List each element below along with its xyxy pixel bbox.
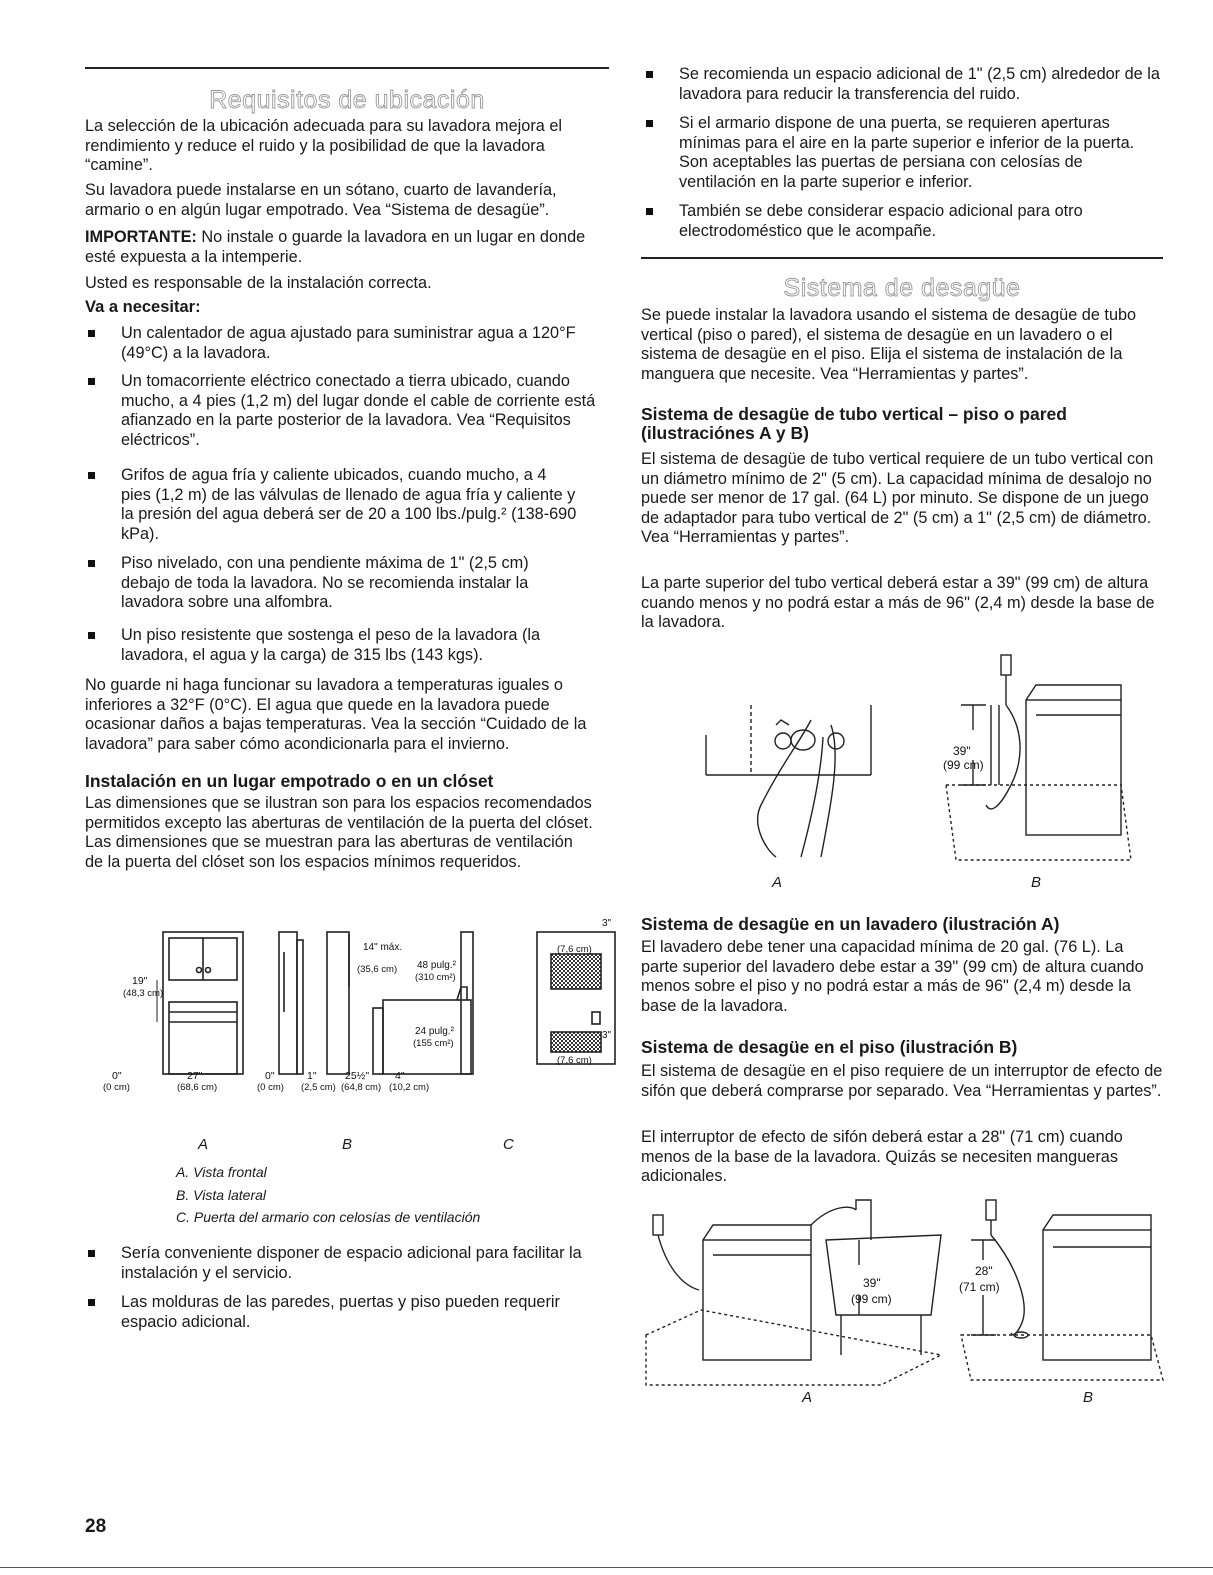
- list-item: Un calentador de agua ajustado para suministrar agua a 120°F (49°C) a la lavadora.: [88, 324, 588, 364]
- dim-3-bot-cm-label: (7,6 cm): [557, 1055, 592, 1066]
- bullet-icon: [646, 120, 653, 127]
- dim-1-label: 1": [307, 1070, 317, 1082]
- dim-14-label: 14" máx.: [363, 942, 403, 953]
- bullet-icon: [88, 632, 95, 639]
- page-number: 28: [85, 1516, 107, 1537]
- section-rule: [641, 257, 1163, 259]
- dim-24-label: 24 pulg.²: [415, 1026, 454, 1037]
- dim-48-label: 48 pulg.²: [417, 960, 456, 971]
- bullet-icon: [646, 208, 653, 215]
- standpipe-paragraph-2: La parte superior del tubo vertical deberá estar a 39" (99 cm) de altura cuando menos y no podrá estar a más de 96" (2,4 m) desde la base de la lavadora.: [641, 574, 1155, 631]
- location-requirements-heading: Requisitos de ubicación: [209, 86, 485, 114]
- list-item: Piso nivelado, con una pendiente máxima de 1" (2,5 cm) debajo de toda la lavadora. No se recomienda instalar la lavadora sobre una alfombra.: [88, 554, 578, 614]
- location-paragraph: Su lavadora puede instalarse en un sótano, cuarto de lavandería, armario o en algún lugar empotrado. Vea “Sistema de desagüe”.: [85, 181, 557, 219]
- figure-label-a: A: [772, 874, 783, 891]
- standpipe-dim-cm-label: (99 cm): [943, 758, 984, 772]
- drain-system-heading: Sistema de desagüe: [783, 274, 1021, 302]
- dim-4-label: 4": [395, 1070, 405, 1082]
- caption-a: A. Vista frontal: [176, 1164, 267, 1180]
- dim-4-cm-label: (10,2 cm): [389, 1082, 430, 1093]
- caption-c: C. Puerta del armario con celosías de ventilación: [176, 1209, 481, 1225]
- floor-drain-paragraph-2: El interruptor de efecto de sifón deberá estar a 28" (71 cm) cuando menos de la base de la lavadora. Quizás se necesiten mangueras adicionales.: [641, 1128, 1123, 1185]
- dim-48-cm-label: (310 cm²): [415, 972, 456, 983]
- tub-dim-cm-label: (99 cm): [851, 1292, 892, 1306]
- bullet-icon: [88, 330, 95, 337]
- bullet-icon: [646, 71, 653, 78]
- dim-0b-label: 0": [265, 1070, 275, 1082]
- dim-27-label: 27": [187, 1070, 203, 1082]
- dim-24-cm-label: (155 cm²): [413, 1038, 454, 1049]
- page-bottom-rule: [0, 1567, 1213, 1568]
- closet-clearance-figure: [77, 912, 617, 1093]
- list-item: Si el armario dispone de una puerta, se requieren aperturas mínimas para el aire en la parte superior e inferior de la puerta. Son aceptables las puertas de persiana con celosías de ventilación en la parte superior e inferior.: [646, 114, 1163, 194]
- laundry-tub-floor-drain-figure: [641, 1195, 1163, 1390]
- dim-3-bot-label: 3": [602, 1030, 612, 1041]
- figure-label-b: B: [1083, 1389, 1094, 1406]
- floor-drain-dim-label: 28": [975, 1264, 993, 1278]
- figure-label-b: B: [342, 1136, 353, 1153]
- standpipe-paragraph-1: El sistema de desagüe de tubo vertical requiere de un tubo vertical con un diámetro mínimo de 2" (5 cm). La capacidad mínima de desalojo no puede ser menor de 17 gal. (64 L) por minuto. Se dispone de un juego de adaptador para tubo vertical de 2" (5 cm) a 1" (2,5 cm) de diámetro. Vea “Herramientas y partes”.: [641, 450, 1154, 546]
- dim-14-cm-label: (35,6 cm): [357, 964, 398, 975]
- list-item: Las molduras de las paredes, puertas y piso pueden requerir espacio adicional.: [88, 1293, 608, 1333]
- standpipe-dim-label: 39": [953, 744, 971, 758]
- intro-paragraph: La selección de la ubicación adecuada para su lavadora mejora el rendimiento y reduce el ruido y la posibilidad de que la lavadora “camine”.: [85, 117, 562, 174]
- important-text: No instale o guarde la lavadora en un lugar en donde esté expuesta a la intemperie.: [85, 228, 586, 266]
- floor-drain-heading: Sistema de desagüe en el piso (ilustración B): [641, 1037, 1018, 1057]
- standpipe-heading: Sistema de desagüe de tubo vertical – piso o pared (ilustraciónes A y B): [641, 404, 1067, 443]
- bullet-icon: [88, 560, 95, 567]
- closet-heading: Instalación en un lugar empotrado o en un clóset: [85, 771, 494, 791]
- list-item: Un tomacorriente eléctrico conectado a tierra ubicado, cuando mucho, a 4 pies (1,2 m) del lugar donde el cable de corriente está afianzado en la parte posterior de la lavadora. Vea “Requisitos eléctricos”.: [88, 372, 603, 452]
- floor-drain-paragraph-1: El sistema de desagüe en el piso requiere de un interruptor de efecto de sifón que deberá comprarse por separado. Vea “Herramientas y partes”.: [641, 1062, 1163, 1100]
- dim-27-cm-label: (68,6 cm): [177, 1082, 218, 1093]
- section-rule: [85, 67, 609, 69]
- important-paragraph: [85, 228, 595, 267]
- standpipe-figure: [691, 645, 1141, 870]
- bullet-icon: [88, 1250, 95, 1257]
- caption-b: B. Vista lateral: [176, 1187, 267, 1203]
- list-item: También se debe considerar espacio adicional para otro electrodoméstico que le acompañe.: [646, 202, 1163, 242]
- dim-0b-cm-label: (0 cm): [257, 1082, 284, 1093]
- figure-label-b: B: [1031, 874, 1042, 891]
- dim-19-label: 19": [132, 975, 148, 987]
- closet-paragraph: Las dimensiones que se ilustran son para los espacios recomendados permitidos excepto las aberturas de ventilación de la puerta del clóset. Las dimensiones que se muestran para las aberturas de ventilación de la puerta del clóset son los espacios mínimos requeridos.: [85, 794, 593, 871]
- dim-3-top-cm-label: (7,6 cm): [557, 944, 592, 955]
- responsibility-paragraph: Usted es responsable de la instalación correcta.: [85, 274, 432, 292]
- dim-25-label: 25½": [345, 1070, 370, 1082]
- bullet-icon: [88, 1299, 95, 1306]
- list-item: Un piso resistente que sostenga el peso de la lavadora (la lavadora, el agua y la carga) de 315 lbs (143 kgs).: [88, 626, 578, 666]
- floor-drain-dim-cm-label: (71 cm): [959, 1280, 1000, 1294]
- dim-3-top-label: 3": [602, 918, 612, 929]
- figure-label-a: A: [198, 1136, 209, 1153]
- list-item: Grifos de agua fría y caliente ubicados, cuando mucho, a 4 pies (1,2 m) de las válvulas de llenado de agua fría y caliente y la presión del agua deberá ser de 20 a 100 lbs./pulg.² (138-690 kPa).: [88, 466, 578, 546]
- need-heading: Va a necesitar:: [85, 298, 201, 316]
- dim-19-cm-label: (48,3 cm): [123, 988, 164, 999]
- bullet-icon: [88, 378, 95, 385]
- important-label: IMPORTANTE:: [85, 228, 197, 246]
- dim-1-cm-label: (2,5 cm): [301, 1082, 336, 1093]
- tub-heading: Sistema de desagüe en un lavadero (ilustración A): [641, 914, 1060, 934]
- drain-intro-paragraph: Se puede instalar la lavadora usando el sistema de desagüe de tubo vertical (piso o pared), el sistema de desagüe en un lavadero o el sistema de desagüe en el piso. Elija el sistema de instalación de la manguera que necesite. Vea “Herramientas y partes”.: [641, 306, 1137, 383]
- bullet-icon: [88, 472, 95, 479]
- dim-0a-label: 0": [112, 1070, 122, 1082]
- tub-dim-label: 39": [863, 1276, 881, 1290]
- tub-paragraph: El lavadero debe tener una capacidad mínima de 20 gal. (76 L). La parte superior del lavadero debe estar a 39" (99 cm) de altura cuando menos sobre el piso y no podrá estar a más de 96" (2,4 m) desde la base de la lavadora.: [641, 938, 1144, 1015]
- figure-label-c: C: [503, 1136, 514, 1153]
- list-item: Sería conveniente disponer de espacio adicional para facilitar la instalación y el servicio.: [88, 1244, 608, 1284]
- list-item: Se recomienda un espacio adicional de 1" (2,5 cm) alrededor de la lavadora para reducir la transferencia del ruido.: [646, 65, 1163, 105]
- temperature-paragraph: No guarde ni haga funcionar su lavadora a temperaturas iguales o inferiores a 32°F (0°C). El agua que quede en la lavadora puede ocasionar daños a bajas temperaturas. Vea la sección “Cuidado de la lavadora” para saber cómo acondicionarla para el invierno.: [85, 676, 587, 753]
- dim-0a-cm-label: (0 cm): [103, 1082, 130, 1093]
- dim-25-cm-label: (64,8 cm): [341, 1082, 382, 1093]
- figure-label-a: A: [802, 1389, 813, 1406]
